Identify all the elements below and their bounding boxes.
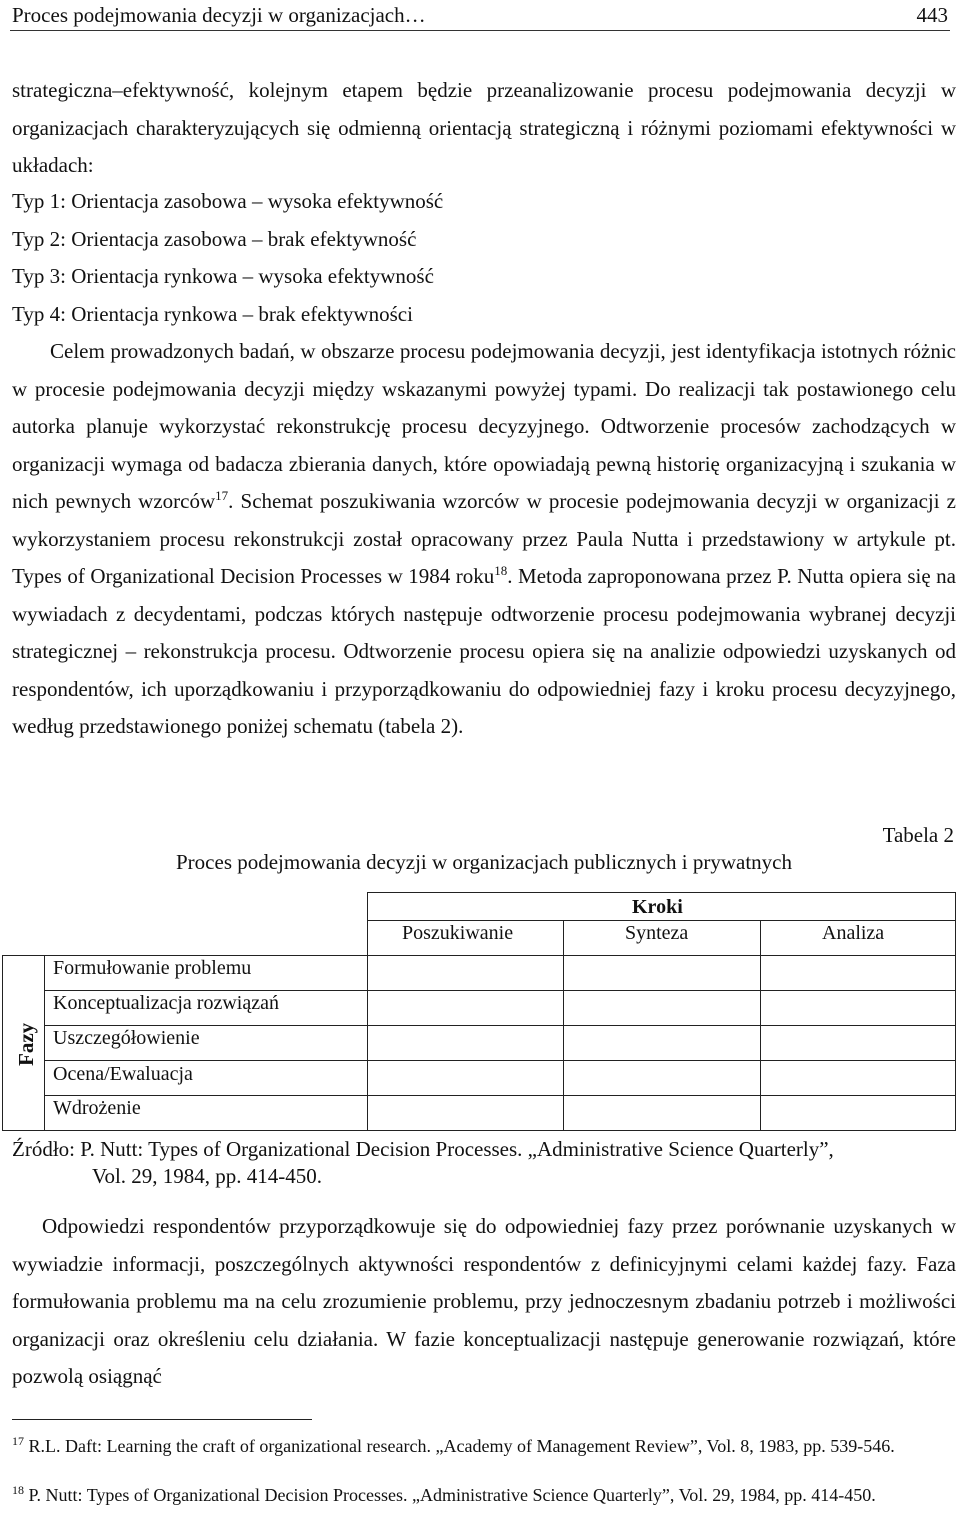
table-row-label: Formułowanie problemu xyxy=(53,957,252,979)
table-row-label: Wdrożenie xyxy=(53,1097,141,1119)
table-border xyxy=(2,1130,956,1131)
paragraph-text: Celem prowadzonych badań, w obszarze procesu podejmowania decyzji, jest identyfikacja istotnych różnic w procesie podejmowania decyzji między wskazanymi powyżej typami. Do realizacji tak postawionego celu autorka planuje wykorzystać rekonstrukcję procesu decyzyjnego. Odtworzenie procesów zachodzących w organizacji wymaga od badacza zbierania danych, które opowiadają pewną historię organizacyjną i szukania w nich pewnych wzorców xyxy=(12,339,956,513)
table-border xyxy=(760,920,761,1130)
table-title: Proces podejmowania decyzji w organizacjach publicznych i prywatnych xyxy=(176,850,792,874)
table-border xyxy=(367,920,956,921)
footnote xyxy=(12,1434,956,1458)
type-item: Typ 1: Orientacja zasobowa – wysoka efektywność xyxy=(12,189,444,213)
footnote-ref[interactable]: 18 xyxy=(494,563,508,578)
table-column-header: Synteza xyxy=(625,922,689,944)
table-group-header: Kroki xyxy=(632,896,683,918)
footnote-text: P. Nutt: Types of Organizational Decision Processes. „Administrative Science Quarterly”, Vol. 29, 1984, pp. 414-450. xyxy=(28,1485,876,1505)
paragraph-text: . Schemat poszukiwania wzorców w procesie podejmowania decyzji w organizacji z wykorzystaniem procesu rekonstrukcji został opracowany przez Paula Nutta i przedstawiony w artykule pt. Types of Organizational Decision Processes w 1984 roku xyxy=(12,489,956,588)
paragraph-intro: strategiczna–efektywność, kolejnym etapem będzie przeanalizowanie procesu podejmowania decyzji w organizacjach charakteryzujących się odmienną orientacją strategiczną i różnymi poziomami efektywności w układach: xyxy=(12,78,956,177)
table-label: Tabela 2 xyxy=(882,823,954,847)
table-column-header: Poszukiwanie xyxy=(402,922,514,944)
footnote-number: 17 xyxy=(12,1434,24,1448)
footnote xyxy=(12,1483,956,1507)
table-border xyxy=(2,955,956,956)
table-border xyxy=(44,990,956,991)
running-title: Proces podejmowania decyzji w organizacjach… xyxy=(12,3,426,27)
table-column-header: Analiza xyxy=(822,922,885,944)
table-border xyxy=(2,955,3,1130)
running-header xyxy=(10,0,950,31)
table-border xyxy=(563,920,564,1130)
table-border xyxy=(955,892,956,1130)
type-item: Typ 3: Orientacja rynkowa – wysoka efektywność xyxy=(12,264,434,288)
table-border xyxy=(367,892,956,893)
table-row-label: Konceptualizacja rozwiązań xyxy=(53,992,279,1014)
table-border xyxy=(44,1095,956,1096)
table-border xyxy=(44,1025,956,1026)
footnote-text: R.L. Daft: Learning the craft of organizational research. „Academy of Management Review”, Vol. 8, 1983, pp. 539-546. xyxy=(28,1436,895,1456)
paragraph-research-goal xyxy=(12,333,956,746)
types-list xyxy=(12,183,443,333)
paragraph-phases: Odpowiedzi respondentów przyporządkowuje się do odpowiedniej fazy przez porównanie uzyskanych w wywiadzie informacji, poszczególnych aktywności respondentów z definicyjnymi celami każdej fazy. Faza formułowania problemu ma na celu zrozumienie problemu, przy jednoczesnym zbadaniu potrzeb i możliwości organizacji oraz określeniu celu działania. W fazie konceptualizacji następuje generowanie rozwiązań, które pozwolą osiągnąć xyxy=(12,1214,956,1388)
type-item: Typ 4: Orientacja rynkowa – brak efektywności xyxy=(12,301,413,326)
table-row-group-label: Fazy xyxy=(14,1022,38,1066)
page-number: 443 xyxy=(916,3,948,27)
table-source xyxy=(12,1136,956,1190)
table-row-label: Uszczegółowienie xyxy=(53,1027,200,1049)
table-row-label: Ocena/Ewaluacja xyxy=(53,1063,193,1085)
table-border xyxy=(44,955,45,1130)
source-line: Vol. 29, 1984, pp. 414-450. xyxy=(92,1164,323,1188)
paragraph-text: . Metoda zaproponowana przez P. Nutta opiera się na wywiadach z decydentami, podczas których następuje odtworzenie procesu podejmowania wybranej decyzji strategicznej – rekonstrukcja procesu. Odtworzenie procesu opiera się na analizie odpowiedzi uzyskanych od respondentów, ich uporządkowaniu i przyporządkowaniu do odpowiedniej fazy i kroku procesu decyzyjnego, według przedstawionego poniżej schematu (tabela 2). xyxy=(12,564,956,738)
table-border xyxy=(44,1060,956,1061)
table-border xyxy=(367,892,368,1130)
footnote-ref[interactable]: 17 xyxy=(215,488,229,503)
footnote-separator xyxy=(12,1419,312,1420)
source-line: Źródło: P. Nutt: Types of Organizational Decision Processes. „Administrative Science Quarterly”, xyxy=(12,1137,834,1161)
footnote-number: 18 xyxy=(12,1483,24,1497)
type-item: Typ 2: Orientacja zasobowa – brak efektywność xyxy=(12,226,417,251)
